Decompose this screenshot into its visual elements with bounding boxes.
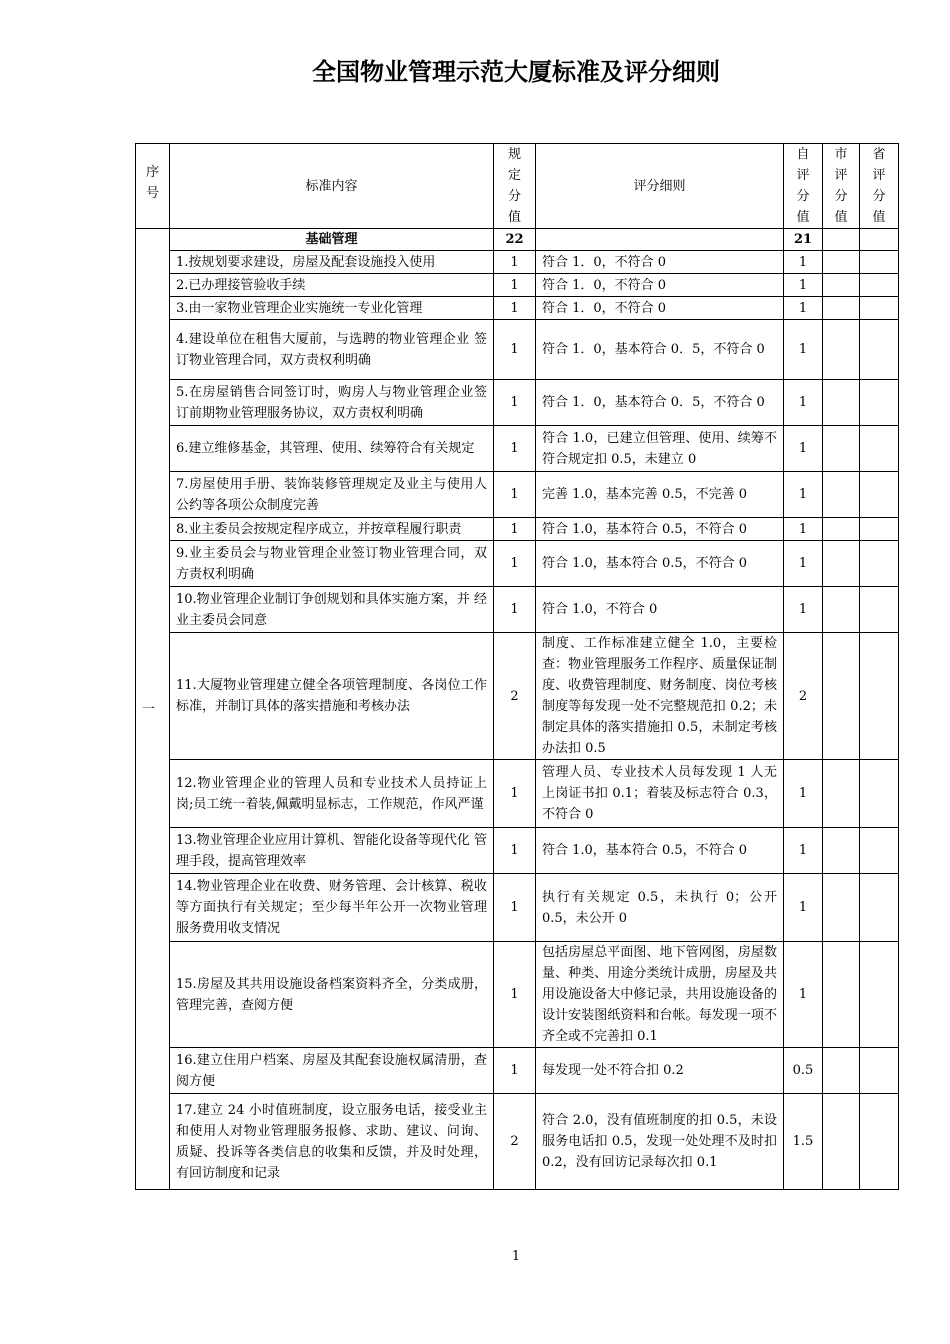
table-row bbox=[136, 1094, 899, 1190]
row-self: 1 bbox=[784, 297, 823, 320]
row-city bbox=[823, 828, 860, 874]
row-detail: 执行有关规定 0.5，未执行 0；公开 0.5，未公开 0 bbox=[536, 874, 784, 942]
row-prov bbox=[860, 942, 899, 1048]
header-detail: 评分细则 bbox=[536, 144, 784, 229]
row-self: 1 bbox=[784, 251, 823, 274]
page-title: 全国物业管理示范大厦标准及评分细则 bbox=[312, 57, 720, 86]
table-row bbox=[136, 472, 899, 518]
table-row bbox=[136, 1048, 899, 1094]
row-content: 5.在房屋销售合同签订时，购房人与物业管理企业签订前期物业管理服务协议，双方责权利明确 bbox=[170, 380, 494, 426]
row-score: 2 bbox=[494, 633, 536, 760]
row-score: 1 bbox=[494, 380, 536, 426]
row-self: 1 bbox=[784, 426, 823, 472]
row-score: 1 bbox=[494, 426, 536, 472]
row-city bbox=[823, 472, 860, 518]
row-content: 4.建设单位在租售大厦前，与选聘的物业管理企业 签订物业管理合同，双方责权利明确 bbox=[170, 320, 494, 380]
row-self: 0.5 bbox=[784, 1048, 823, 1094]
row-city bbox=[823, 1094, 860, 1190]
section-city bbox=[823, 229, 860, 251]
table-row bbox=[136, 587, 899, 633]
row-detail: 制度、工作标准建立健全 1.0，主要检查：物业管理服务工作程序、质量保证制度、收费管理制度、财务制度、岗位考核制度等每发现一处不完整规范扣 0.2；未制定具体的落实措施扣 0.5，未制定考核办法扣 0.5 bbox=[536, 633, 784, 760]
row-score: 1 bbox=[494, 828, 536, 874]
row-content: 13.物业管理企业应用计算机、智能化设备等现代化 管理手段，提高管理效率 bbox=[170, 828, 494, 874]
section-number: 一 bbox=[136, 229, 170, 1190]
section-self: 21 bbox=[784, 229, 823, 251]
row-score: 1 bbox=[494, 874, 536, 942]
row-content: 2.已办理接管验收手续 bbox=[170, 274, 494, 297]
table-row bbox=[136, 251, 899, 274]
row-detail: 管理人员、专业技术人员每发现 1 人无上岗证书扣 0.1；着装及标志符合 0.3，不符合 0 bbox=[536, 760, 784, 828]
row-score: 1 bbox=[494, 518, 536, 541]
row-self: 1 bbox=[784, 541, 823, 587]
table-row bbox=[136, 518, 899, 541]
section-score: 22 bbox=[494, 229, 536, 251]
row-detail: 符合 1.0，基本符合 0.5，不符合 0 bbox=[536, 518, 784, 541]
row-self: 1 bbox=[784, 942, 823, 1048]
row-city bbox=[823, 541, 860, 587]
row-content: 14.物业管理企业在收费、财务管理、会计核算、税收等方面执行有关规定；至少每半年公开一次物业管理服务费用收支情况 bbox=[170, 874, 494, 942]
row-content: 16.建立住用户档案、房屋及其配套设施权属清册，查阅方便 bbox=[170, 1048, 494, 1094]
row-self: 1 bbox=[784, 472, 823, 518]
row-city bbox=[823, 760, 860, 828]
header-score-text: 规定分值 bbox=[507, 147, 521, 225]
row-prov bbox=[860, 380, 899, 426]
row-detail: 符合 1．0，不符合 0 bbox=[536, 251, 784, 274]
row-score: 1 bbox=[494, 942, 536, 1048]
header-seq bbox=[136, 144, 170, 229]
row-detail: 包括房屋总平面图、地下管网图，房屋数量、种类、用途分类统计成册，房屋及共用设施设备大中修记录，共用设施设备的设计安装图纸资料和台帐。每发现一项不齐全或不完善扣 0.1 bbox=[536, 942, 784, 1048]
row-city bbox=[823, 633, 860, 760]
header-prov bbox=[860, 144, 899, 229]
row-city bbox=[823, 1048, 860, 1094]
header-city bbox=[823, 144, 860, 229]
row-prov bbox=[860, 874, 899, 942]
table-row bbox=[136, 320, 899, 380]
row-city bbox=[823, 297, 860, 320]
row-content: 1.按规划要求建设，房屋及配套设施投入使用 bbox=[170, 251, 494, 274]
row-city bbox=[823, 380, 860, 426]
row-prov bbox=[860, 828, 899, 874]
row-score: 1 bbox=[494, 320, 536, 380]
row-prov bbox=[860, 633, 899, 760]
row-self: 1 bbox=[784, 587, 823, 633]
header-prov-text: 省评分值 bbox=[872, 147, 886, 225]
row-content: 12.物业管理企业的管理人员和专业技术人员持证上岗;员工统一着装,佩戴明显标志，工作规范，作风严谨 bbox=[170, 760, 494, 828]
row-detail: 完善 1.0，基本完善 0.5，不完善 0 bbox=[536, 472, 784, 518]
header-city-text: 市评分值 bbox=[834, 147, 848, 225]
section-row bbox=[136, 229, 899, 251]
row-self: 1 bbox=[784, 518, 823, 541]
row-detail: 符合 1．0，不符合 0 bbox=[536, 274, 784, 297]
table-row bbox=[136, 297, 899, 320]
row-detail: 符合 1.0，基本符合 0.5，不符合 0 bbox=[536, 828, 784, 874]
row-detail: 符合 1．0，不符合 0 bbox=[536, 297, 784, 320]
row-city bbox=[823, 518, 860, 541]
row-score: 1 bbox=[494, 1048, 536, 1094]
row-city bbox=[823, 587, 860, 633]
scoring-table bbox=[135, 143, 899, 1190]
row-detail: 符合 1．0，基本符合 0．5，不符合 0 bbox=[536, 380, 784, 426]
page-number: 1 bbox=[511, 1249, 521, 1264]
row-city bbox=[823, 942, 860, 1048]
row-city bbox=[823, 274, 860, 297]
row-score: 2 bbox=[494, 1094, 536, 1190]
row-self: 1 bbox=[784, 320, 823, 380]
row-prov bbox=[860, 426, 899, 472]
section-prov bbox=[860, 229, 899, 251]
row-content: 8.业主委员会按规定程序成立，并按章程履行职责 bbox=[170, 518, 494, 541]
row-self: 1 bbox=[784, 828, 823, 874]
row-detail: 符合 1.0，已建立但管理、使用、续筹不符合规定扣 0.5，未建立 0 bbox=[536, 426, 784, 472]
table-row bbox=[136, 426, 899, 472]
row-score: 1 bbox=[494, 760, 536, 828]
row-score: 1 bbox=[494, 251, 536, 274]
row-city bbox=[823, 426, 860, 472]
table-row bbox=[136, 874, 899, 942]
table-row bbox=[136, 541, 899, 587]
row-self: 2 bbox=[784, 633, 823, 760]
row-score: 1 bbox=[494, 541, 536, 587]
row-detail: 每发现一处不符合扣 0.2 bbox=[536, 1048, 784, 1094]
table-row bbox=[136, 828, 899, 874]
section-detail bbox=[536, 229, 784, 251]
row-content: 6.建立维修基金，其管理、使用、续筹符合有关规定 bbox=[170, 426, 494, 472]
row-prov bbox=[860, 760, 899, 828]
row-self: 1 bbox=[784, 380, 823, 426]
row-detail: 符合 1．0，基本符合 0．5，不符合 0 bbox=[536, 320, 784, 380]
row-content: 10.物业管理企业制订争创规划和具体实施方案，并 经业主委员会同意 bbox=[170, 587, 494, 633]
row-self: 1.5 bbox=[784, 1094, 823, 1190]
row-city bbox=[823, 874, 860, 942]
row-prov bbox=[860, 587, 899, 633]
table-row bbox=[136, 380, 899, 426]
row-detail: 符合 1.0，基本符合 0.5，不符合 0 bbox=[536, 541, 784, 587]
table-row bbox=[136, 633, 899, 760]
table-row bbox=[136, 942, 899, 1048]
row-content: 11.大厦物业管理建立健全各项管理制度、各岗位工作标准，并制订具体的落实措施和考核办法 bbox=[170, 633, 494, 760]
row-score: 1 bbox=[494, 472, 536, 518]
row-prov bbox=[860, 274, 899, 297]
row-score: 1 bbox=[494, 297, 536, 320]
header-content: 标准内容 bbox=[170, 144, 494, 229]
row-score: 1 bbox=[494, 587, 536, 633]
row-score: 1 bbox=[494, 274, 536, 297]
row-city bbox=[823, 251, 860, 274]
row-prov bbox=[860, 541, 899, 587]
row-prov bbox=[860, 251, 899, 274]
row-self: 1 bbox=[784, 274, 823, 297]
table-row bbox=[136, 760, 899, 828]
row-content: 15.房屋及其共用设施设备档案资料齐全，分类成册，管理完善，查阅方便 bbox=[170, 942, 494, 1048]
row-detail: 符合 1.0，不符合 0 bbox=[536, 587, 784, 633]
header-self-text: 自评分值 bbox=[796, 147, 810, 225]
row-prov bbox=[860, 472, 899, 518]
header-self bbox=[784, 144, 823, 229]
row-content: 17.建立 24 小时值班制度，设立服务电话，接受业主和使用人对物业管理服务报修、求助、建议、问询、质疑、投诉等各类信息的收集和反馈，并及时处理，有回访制度和记录 bbox=[170, 1094, 494, 1190]
row-detail: 符合 2.0，没有值班制度的扣 0.5，未设服务电话扣 0.5，发现一处处理不及时扣 0.2，没有回访记录每次扣 0.1 bbox=[536, 1094, 784, 1190]
table-row bbox=[136, 274, 899, 297]
row-city bbox=[823, 320, 860, 380]
header-score bbox=[494, 144, 536, 229]
row-prov bbox=[860, 518, 899, 541]
row-content: 3.由一家物业管理企业实施统一专业化管理 bbox=[170, 297, 494, 320]
header-seq-text: 序号 bbox=[145, 165, 159, 201]
row-prov bbox=[860, 1048, 899, 1094]
row-self: 1 bbox=[784, 760, 823, 828]
row-prov bbox=[860, 297, 899, 320]
row-self: 1 bbox=[784, 874, 823, 942]
row-prov bbox=[860, 1094, 899, 1190]
header-row bbox=[136, 144, 899, 229]
row-content: 7.房屋使用手册、装饰装修管理规定及业主与使用人公约等各项公众制度完善 bbox=[170, 472, 494, 518]
row-prov bbox=[860, 320, 899, 380]
row-content: 9.业主委员会与物业管理企业签订物业管理合同，双方责权利明确 bbox=[170, 541, 494, 587]
section-title: 基础管理 bbox=[170, 229, 494, 251]
